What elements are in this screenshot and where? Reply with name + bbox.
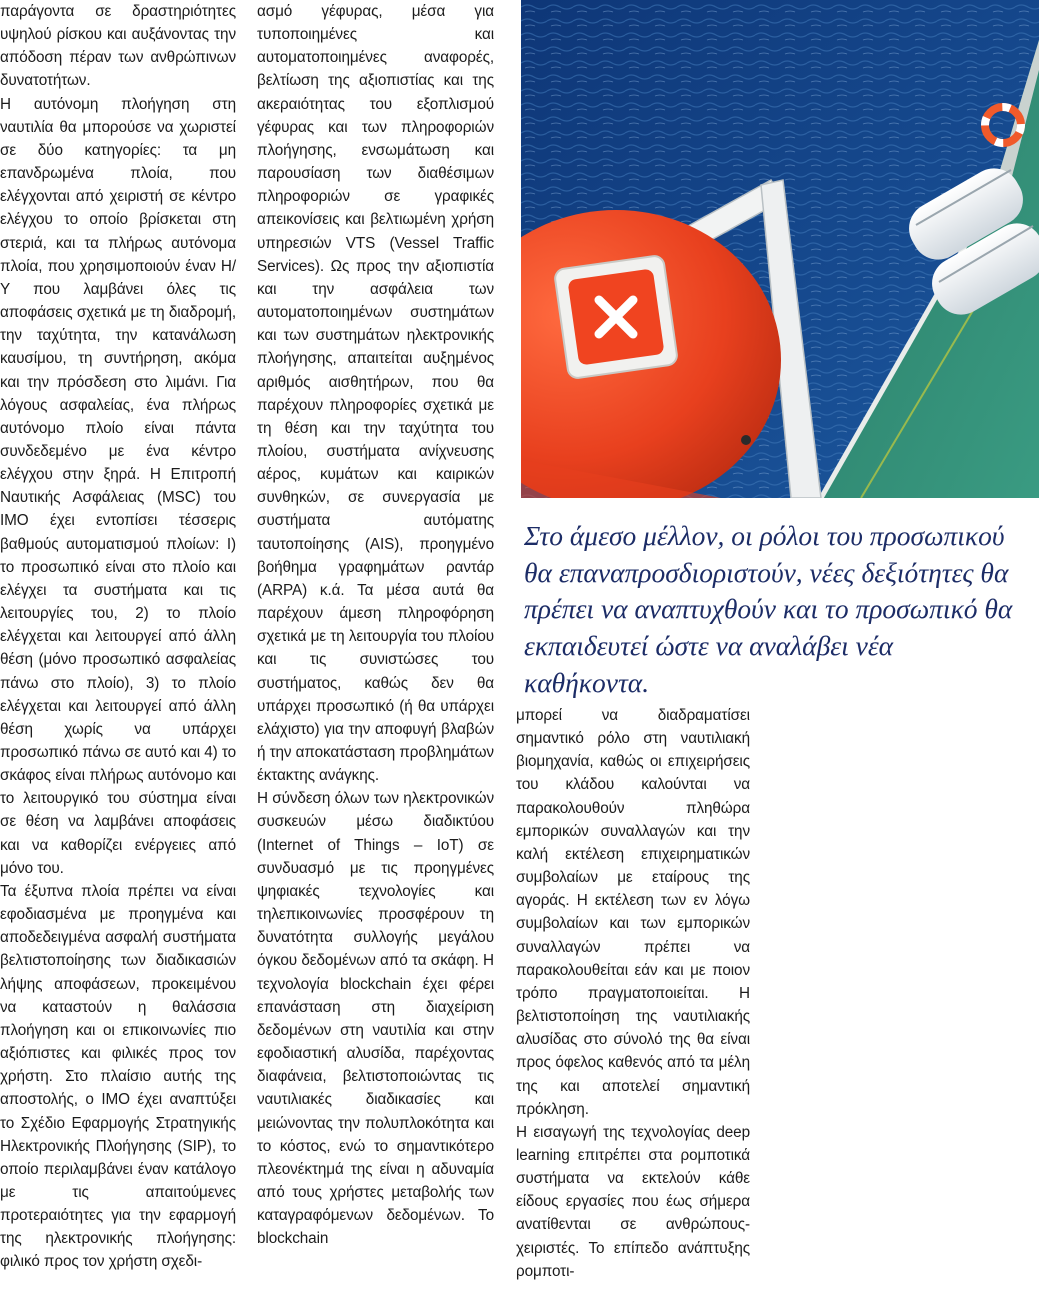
article-column-1: [0, 0, 236, 1274]
paragraph: μπορεί να διαδραματίσει σημαντικό ρόλο στη ναυτιλιακή βιομηχανία, καθώς οι επιχειρήσεις του κλάδου καλούνται να παρακολουθούν πληθώρα εμπορικών συναλλαγών και την καλή εκτέλεση επιχειρηματικών συμβολαίων με εταίρους της αγοράς. Η εκτέλεση των εν λόγω συμβολαίων και των εμπορικών συναλλαγών πρέπει να παρακολουθείται εάν και με ποιον τρόπο πραγματοποιείται. Η βελτιστοποίηση της ναυτιλιακής αλυσίδας στο σύνολό της θα είναι προς όφελος καθενός από τα μέλη της και αποτελεί σημαντική πρόκληση.: [516, 707, 750, 1118]
article-column-3: [516, 704, 750, 1283]
article-column-2: [257, 0, 494, 1250]
paragraph: Η σύνδεση όλων των ηλεκτρονικών συσκευών μέσω διαδικτύου (Internet of Things – IoT) σε συνδυασμό με τις προηγμένες ψηφιακές τεχνολογίες και τηλεπικοινωνίες προσφέρουν τη δυνατότητα συλλογής μεγάλου όγκου δεδομένων από τα σκάφη. Η τεχνολογία blockchain έχει φέρει επανάσταση στη διαχείριση δεδομένων στη ναυτιλία και στην εφοδιαστική αλυσίδα, παρέχοντας διαφάνεια, βελτιστοποιώντας τις ναυτιλιακές διαδικασίες και μειώνοντας την πολυπλοκότητα και το κόστος, ενώ το σημαντικότερο πλεονέκτημά της είναι η αδυναμία από τους χρήστες μεταβολής των καταγραφόμενων δεδομένων. Το blockchain: [257, 790, 494, 1248]
paragraph: Τα έξυπνα πλοία πρέπει να είναι εφοδιασμένα με προηγμένα και αποδεδειγμένα ασφαλή συστήματα βελτιστοποίησης των διαδικασιών λήψης αποφάσεων, προκειμένου να καταστούν η θαλάσσια πλοήγηση και οι επικοινωνίες πιο αξιόπιστες και φιλικές προς τον χρήστη. Στο πλαίσιο αυτής της αποστολής, ο IMO έχει αναπτύξει το Σχέδιο Εφαρμογής Στρατηγικής Ηλεκτρονικής Πλοήγησης (SIP), το οποίο περιλαμβάνει έναν κατάλογο με τις απαιτούμενες προτεραιότητες για την εφαρμογή της ηλεκτρονικής πλοήγησης: φιλικό προς τον χρήστη σχεδι-: [0, 882, 236, 1271]
ship-deck-photo: [521, 0, 1039, 498]
paragraph: ασμό γέφυρας, μέσα για τυποποιημένες και αυτοματοποιημένες αναφορές, βελτίωση της αξιοπιστίας και της ακεραιότητας του εξοπλισμού γέφυρας και των πληροφοριών πλοήγησης, ενσωμάτωση και παρουσίαση των διαθέσιμων πληροφοριών σε γραφικές απεικονίσεις και βελτιωμένη χρήση υπηρεσιών VTS (Vessel Traffic Services). Ως προς την αξιοπιστία και την ασφάλεια των αυτοματοποιημένων συστημάτων και των συστημάτων ηλεκτρονικής πλοήγησης, απαιτείται αυξημένος αριθμός αισθητήρων, που θα παρέχουν πληροφορίες σχετικά με τη θέση και την ταχύτητα του πλοίου, συστήματα ανίχνευσης αέρος, κυμάτων και καιρικών συνθηκών, σε συνεργασία με συστήματα αυτόματης ταυτοποίησης (AIS), προηγμένο βοήθημα γραφημάτων ραντάρ (ARPA) κ.ά. Τα μέσα αυτά θα παρέχουν άμεση πληροφόρηση σχετικά με τη λειτουργία του πλοίου και τις συνιστώσες του συστήματος, καθώς δεν θα υπάρχει προσωπικό (ή θα υπάρχει ελάχιστο) για την αποφυγή βλαβών ή την αποκατάσταση προβλημάτων έκτακτης ανάγκης.: [257, 3, 494, 785]
paragraph: Η εισαγωγή της τεχνολογίας deep learning επιτρέπει στα ρομποτικά συστήματα να εκτελούν κάθε είδους εργασίες που έως σήμερα ανατίθενται σε ανθρώπους-χειριστές. Το επίπεδο ανάπτυξης ρομποτι-: [516, 1123, 750, 1280]
paragraph: Η αυτόνομη πλοήγηση στη ναυτιλία θα μπορούσε να χωριστεί σε δύο κατηγορίες: τα μη επανδρωμένα πλοία, που ελέγχονται από χειριστή σε κέντρο ελέγχου το οποίο βρίσκεται στη στεριά, και τα πλήρως αυτόνομα πλοία, που χρησιμοποιούν έναν Η/Υ που λαμβάνει όλες τις αποφάσεις σχετικά με τη διαδρομή, την ταχύτητα, την κατανάλωση καυσίμου, τη συντήρηση, ακόμα και την πρόσδεση στο λιμάνι. Για λόγους ασφαλείας, ένα πλήρως αυτόνομο πλοίο είναι πάντα συνδεδεμένο με ένα κέντρο ελέγχου στην ξηρά. Η Επιτροπή Ναυτικής Ασφάλειας (MSC) του IMO έχει εντοπίσει τέσσερις βαθμούς αυτοματισμού πλοίων: I) το προσωπικό είναι στο πλοίο και ελέγχει τα συστήματα και τις λειτουργίες του, 2) το πλοίο ελέγχεται και λειτουργεί από άλλη θέση (μόνο προσωπικό ασφαλείας πάνω στο πλοίο), 3) το πλοίο ελέγχεται και λειτουργεί από άλλη θέση χωρίς να υπάρχει προσωπικό πάνω σε αυτό και 4) το σκάφος είναι πλήρως αυτόνομο και το λειτουργικό του σύστημα είναι σε θέση να λαμβάνει αποφάσεις και να καθορίζει ενέργειες από μόνο του.: [0, 95, 236, 877]
paragraph: παράγοντα σε δραστηριότητες υψηλού ρίσκου και αυξάνοντας την απόδοση πέραν των ανθρώπινων δυνατοτήτων.: [0, 3, 236, 90]
pull-quote: Στο άμεσο μέλλον, οι ρόλοι του προσωπικού θα επαναπροσδιοριστούν, νέες δεξιότητες θα πρέπει να αναπτυχθούν και το προσωπικό θα εκπαιδευτεί ώστε να αναλάβει νέα καθήκοντα.: [524, 520, 1013, 698]
